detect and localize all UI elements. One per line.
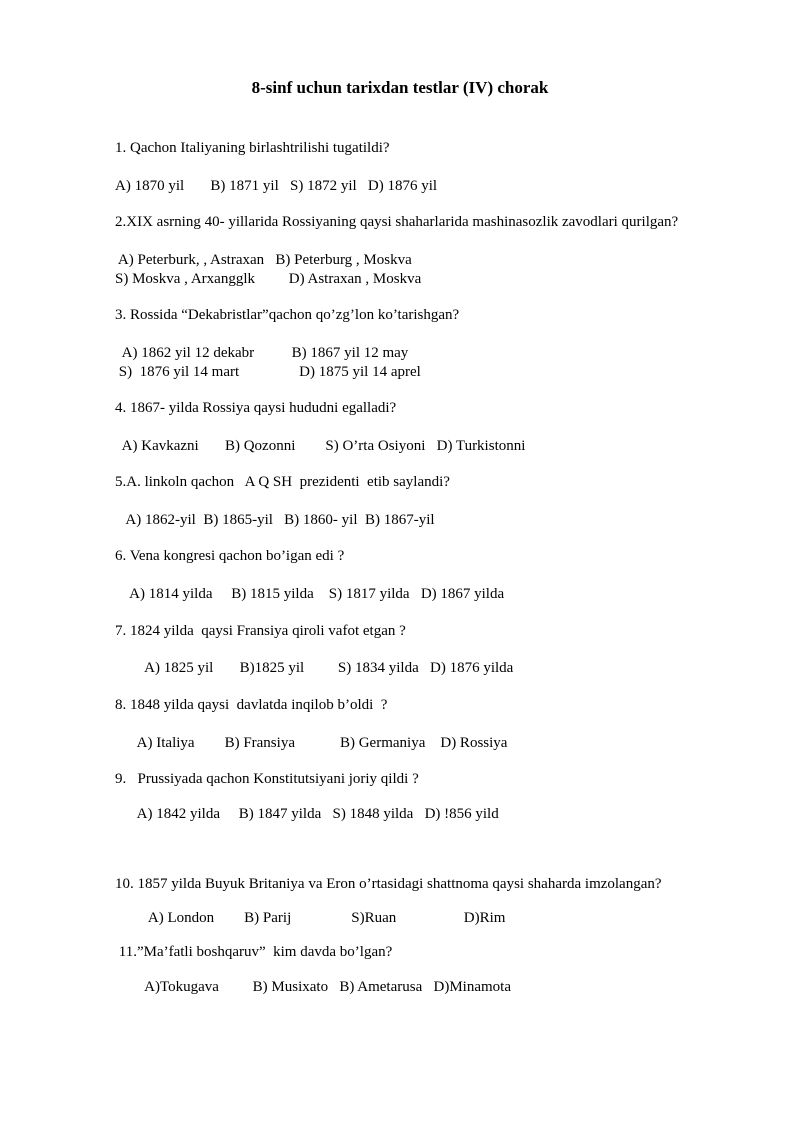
page-title: 8-sinf uchun tarixdan testlar (IV) chorak	[251, 78, 549, 97]
question-5-options: A) 1862-yil B) 1865-yil B) 1860- yil B) 1867-yil	[115, 512, 435, 528]
question-1-options: A) 1870 yil B) 1871 yil S) 1872 yil D) 1876 yil	[115, 178, 438, 194]
question-3-options-line-1: A) 1862 yil 12 dekabr B) 1867 yil 12 may	[115, 345, 409, 361]
question-2-options-line-2: S) Moskva , Arxangglk D) Astraxan , Moskva	[115, 271, 422, 287]
question-11-options: A)Tokugava B) Musixato B) Ametarusa D)Minamota	[115, 979, 511, 995]
question-2: 2.XIX asrning 40- yillarida Rossiyaning qaysi shaharlarida mashinasozlik zavodlari qurilgan?	[115, 214, 679, 230]
question-3-options-line-2: S) 1876 yil 14 mart D) 1875 yil 14 aprel	[115, 364, 421, 380]
question-6: 6. Vena kongresi qachon bo’igan edi ?	[115, 548, 345, 564]
question-3: 3. Rossida “Dekabristlar”qachon qo’zg’lon ko’tarishgan?	[115, 307, 460, 323]
question-10-options: A) London B) Parij S)Ruan D)Rim	[115, 910, 506, 926]
question-4: 4. 1867- yilda Rossiya qaysi hududni egalladi?	[115, 400, 397, 416]
question-10: 10. 1857 yilda Buyuk Britaniya va Eron o’rtasidagi shattnoma qaysi shaharda imzolangan?	[115, 876, 662, 892]
question-8-options: A) Italiya B) Fransiya B) Germaniya D) Rossiya	[115, 735, 508, 751]
question-9: 9. Prussiyada qachon Konstitutsiyani joriy qildi ?	[115, 771, 419, 787]
question-4-options: A) Kavkazni B) Qozonni S) O’rta Osiyoni D) Turkistonni	[115, 438, 526, 454]
question-9-options: A) 1842 yilda B) 1847 yilda S) 1848 yilda D) !856 yild	[115, 806, 499, 822]
question-6-options: A) 1814 yilda B) 1815 yilda S) 1817 yilda D) 1867 yilda	[115, 586, 505, 602]
question-7-options: A) 1825 yil B)1825 yil S) 1834 yilda D) 1876 yilda	[115, 660, 514, 676]
question-7: 7. 1824 yilda qaysi Fransiya qiroli vafot etgan ?	[115, 623, 406, 639]
question-1: 1. Qachon Italiyaning birlashtrilishi tugatildi?	[115, 140, 390, 156]
question-11: 11.”Ma’fatli boshqaruv” kim davda bo’lgan?	[115, 944, 393, 960]
question-2-options-line-1: A) Peterburk, , Astraxan B) Peterburg , Moskva	[115, 252, 412, 268]
question-5: 5.A. linkoln qachon A Q SH prezidenti etib saylandi?	[115, 474, 450, 490]
question-8: 8. 1848 yilda qaysi davlatda inqilob b’oldi ?	[115, 697, 388, 713]
